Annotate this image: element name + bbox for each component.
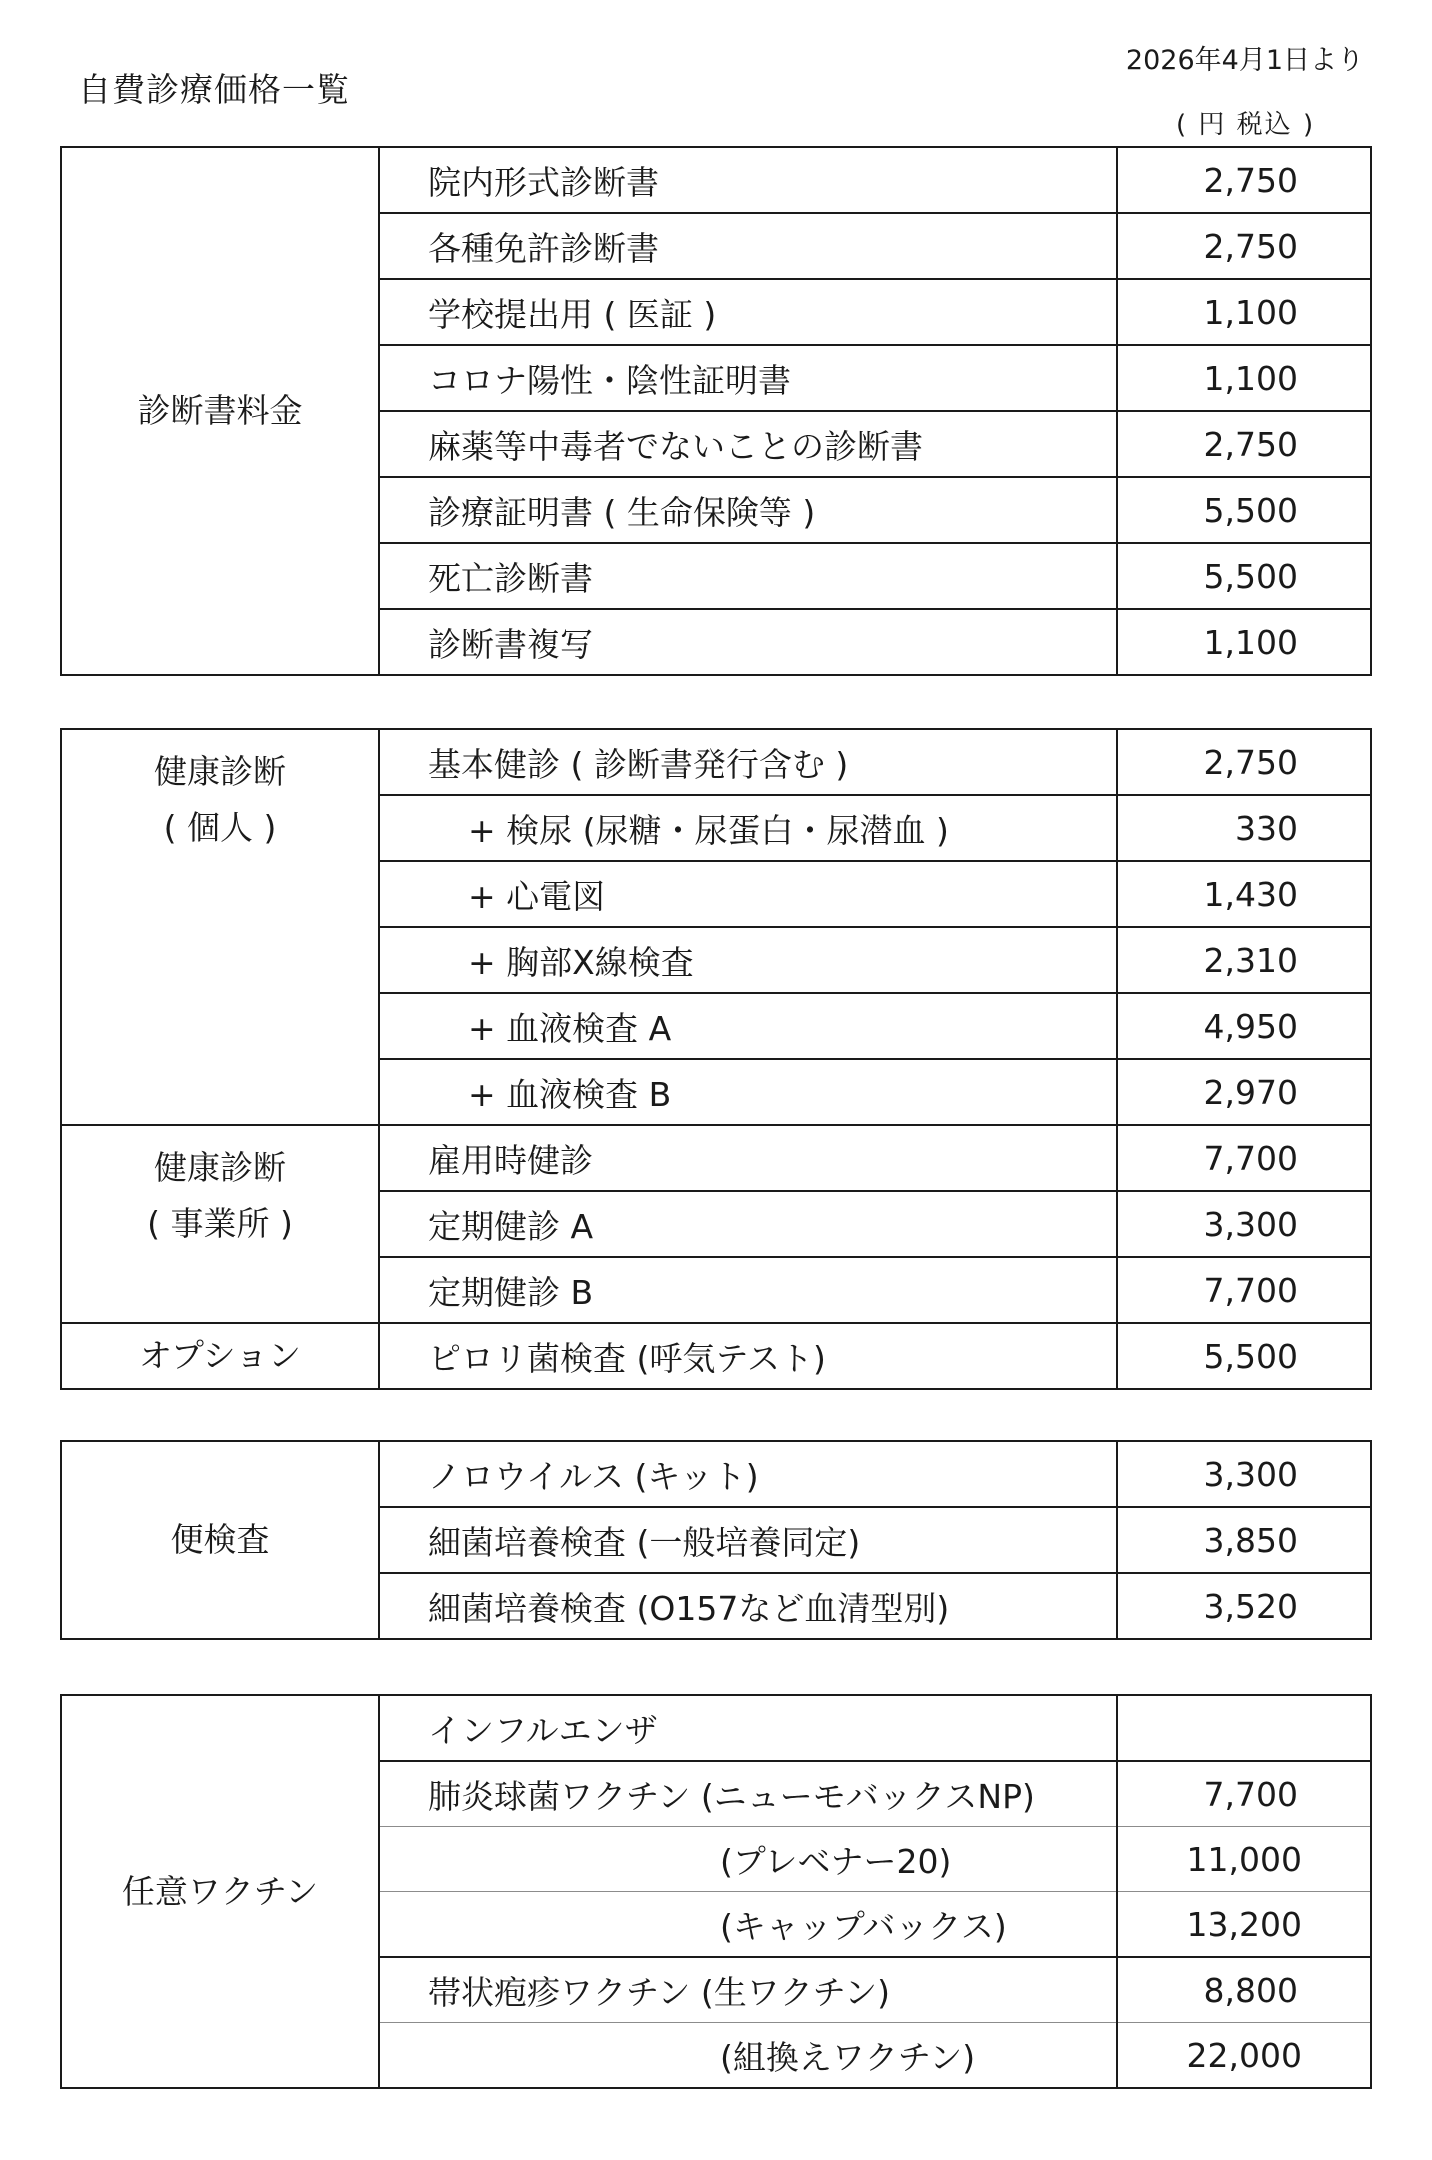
item-price: 13,200 <box>1117 1892 1371 1958</box>
item-name: 肺炎球菌ワクチン (ニューモバックスNP) <box>379 1761 1117 1827</box>
item-name: + 血液検査 A <box>379 993 1117 1059</box>
item-price: 7,700 <box>1117 1761 1371 1827</box>
item-name: 帯状疱疹ワクチン (生ワクチン) <box>379 1957 1117 2023</box>
item-name: 院内形式診断書 <box>379 147 1117 213</box>
item-price: 22,000 <box>1117 2023 1371 2089</box>
table-row <box>61 729 1371 795</box>
item-price: 3,300 <box>1117 1191 1371 1257</box>
item-price: 11,000 <box>1117 1827 1371 1892</box>
certificate-fee-table <box>60 146 1372 676</box>
item-name: 定期健診 B <box>379 1257 1117 1323</box>
item-name: + 血液検査 B <box>379 1059 1117 1125</box>
item-name: 雇用時健診 <box>379 1125 1117 1191</box>
vaccine-table <box>60 1694 1372 2089</box>
item-name: 診断書複写 <box>379 609 1117 675</box>
health-check-table <box>60 728 1372 1390</box>
item-price: 2,310 <box>1117 927 1371 993</box>
item-name: (組換えワクチン) <box>379 2023 1117 2089</box>
item-name: + 胸部X線検査 <box>379 927 1117 993</box>
item-price: 3,300 <box>1117 1441 1371 1507</box>
item-name: 麻薬等中毒者でないことの診断書 <box>379 411 1117 477</box>
item-price: 1,100 <box>1117 609 1371 675</box>
item-price: 3,850 <box>1117 1507 1371 1573</box>
item-name: インフルエンザ <box>379 1695 1117 1761</box>
category-line: ( 個人 ) <box>163 808 277 847</box>
item-price: 2,750 <box>1117 729 1371 795</box>
category-line: 健康診断 <box>154 752 286 791</box>
category-cell: オプション <box>61 1323 379 1389</box>
table-row <box>61 1441 1371 1507</box>
item-name: + 検尿 (尿糖・尿蛋白・尿潜血 ) <box>379 795 1117 861</box>
table-row <box>61 1323 1371 1389</box>
table-row <box>61 147 1371 213</box>
category-cell <box>61 1125 379 1323</box>
item-price: 2,750 <box>1117 147 1371 213</box>
item-name: コロナ陽性・陰性証明書 <box>379 345 1117 411</box>
item-name: ピロリ菌検査 (呼気テスト) <box>379 1323 1117 1389</box>
item-price: 5,500 <box>1117 477 1371 543</box>
item-price: 2,750 <box>1117 411 1371 477</box>
item-price: 2,970 <box>1117 1059 1371 1125</box>
table-row <box>61 1125 1371 1191</box>
category-cell <box>61 729 379 1125</box>
item-price: 7,700 <box>1117 1257 1371 1323</box>
page-title: 自費診療価格一覧 <box>78 70 350 109</box>
category-line: 健康診断 <box>154 1148 286 1187</box>
item-name: 細菌培養検査 (一般培養同定) <box>379 1507 1117 1573</box>
item-name: (キャップバックス) <box>379 1892 1117 1958</box>
item-price: 1,100 <box>1117 279 1371 345</box>
item-price: 7,700 <box>1117 1125 1371 1191</box>
item-price: 330 <box>1117 795 1371 861</box>
category-line: ( 事業所 ) <box>147 1204 293 1243</box>
item-name: 各種免許診断書 <box>379 213 1117 279</box>
item-price: 1,100 <box>1117 345 1371 411</box>
item-name: 基本健診 ( 診断書発行含む ) <box>379 729 1117 795</box>
item-name: 細菌培養検査 (O157など血清型別) <box>379 1573 1117 1639</box>
effective-date: 2026年4月1日より <box>1125 45 1364 76</box>
category-cell: 診断書料金 <box>61 147 379 675</box>
item-name: 学校提出用 ( 医証 ) <box>379 279 1117 345</box>
item-price: 3,520 <box>1117 1573 1371 1639</box>
category-cell: 便検査 <box>61 1441 379 1639</box>
item-price: 1,430 <box>1117 861 1371 927</box>
item-price: 4,950 <box>1117 993 1371 1059</box>
unit-note: ( 円 税込 ) <box>1176 110 1316 140</box>
item-name: (プレベナー20) <box>379 1827 1117 1892</box>
category-cell: 任意ワクチン <box>61 1695 379 2088</box>
item-price: 5,500 <box>1117 1323 1371 1389</box>
item-price: 2,750 <box>1117 213 1371 279</box>
item-name: 死亡診断書 <box>379 543 1117 609</box>
item-name: ノロウイルス (キット) <box>379 1441 1117 1507</box>
stool-test-table <box>60 1440 1372 1640</box>
item-name: + 心電図 <box>379 861 1117 927</box>
item-name: 診療証明書 ( 生命保険等 ) <box>379 477 1117 543</box>
item-price: 5,500 <box>1117 543 1371 609</box>
item-name: 定期健診 A <box>379 1191 1117 1257</box>
item-price: 8,800 <box>1117 1957 1371 2023</box>
table-row <box>61 1695 1371 1761</box>
item-price <box>1117 1695 1371 1761</box>
